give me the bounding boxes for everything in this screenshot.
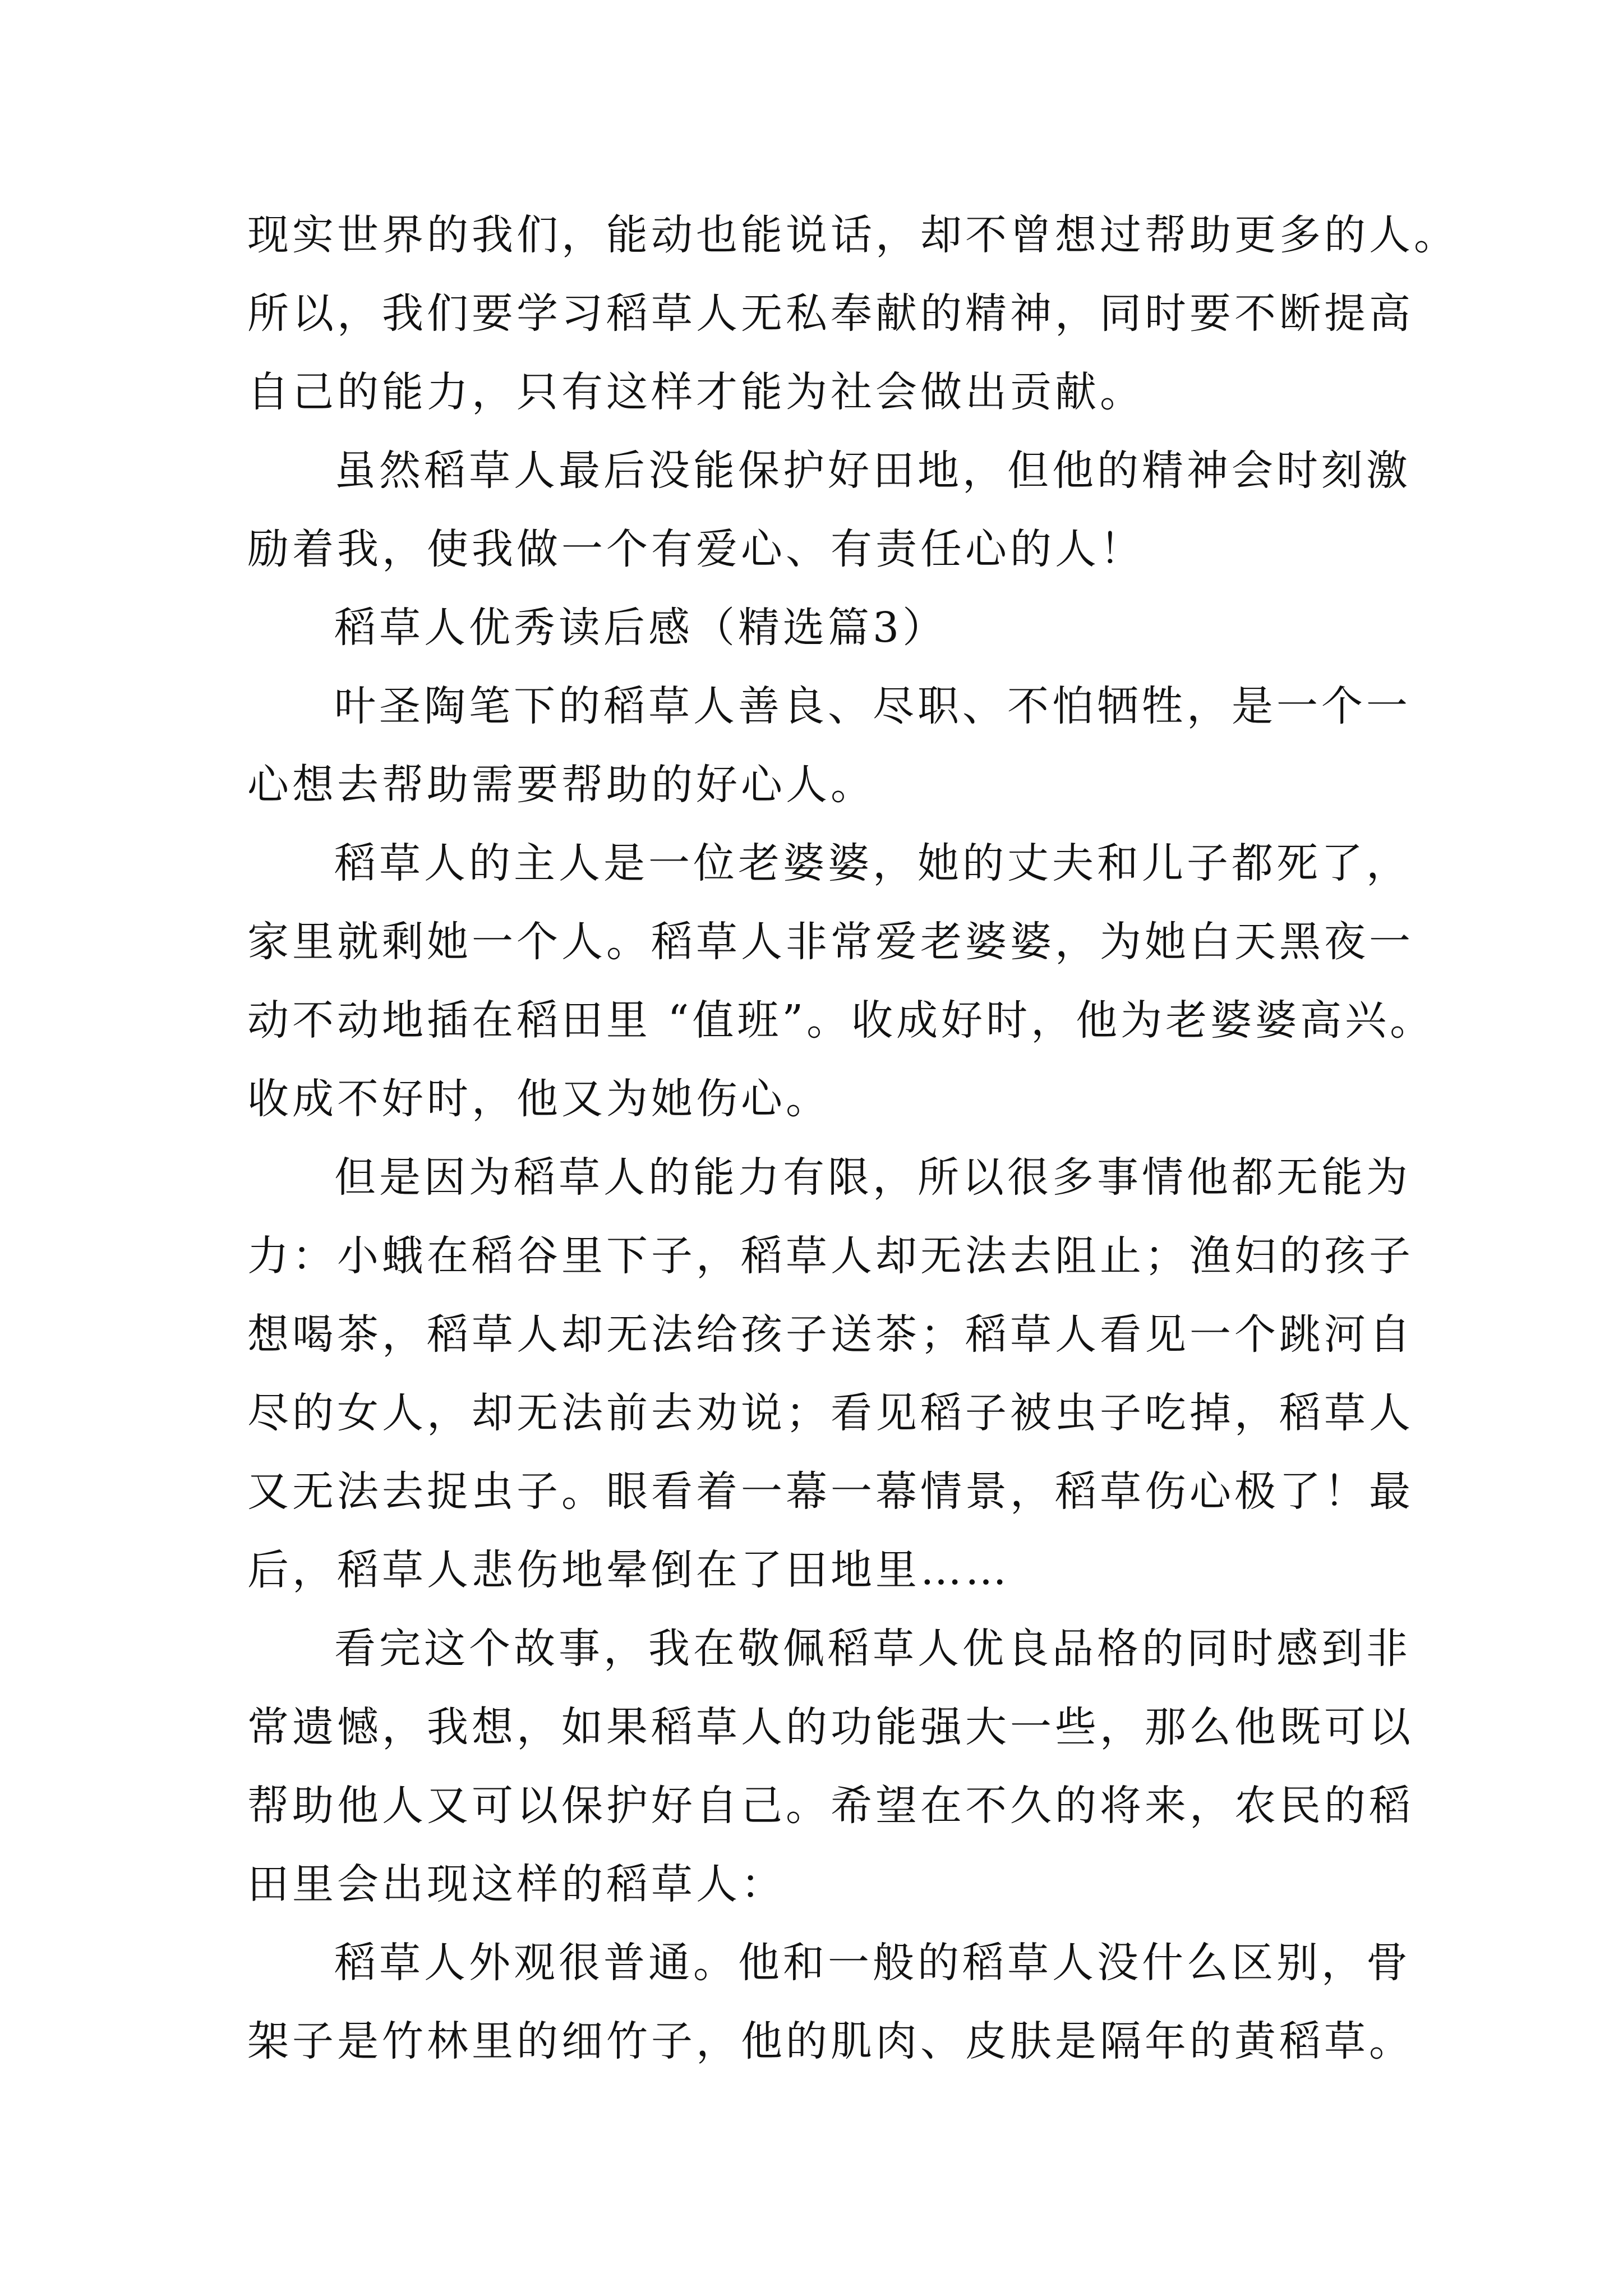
paragraph-first-line: 虽然稻草人最后没能保护好田地，但他的精神会时刻激 [334,447,1411,495]
text-line: 架子是竹林里的细竹子，他的肌肉、皮肤是隔年的黄稻草。 [247,2017,1414,2065]
text-line: 又无法去捉虫子。眼看着一幕一幕情景，稻草伤心极了！最 [247,1467,1414,1516]
paragraph-first-line: 看完这个故事，我在敬佩稻草人优良品格的同时感到非 [334,1625,1411,1673]
text-line: 家里就剩她一个人。稻草人非常爱老婆婆，为她白天黑夜一 [247,918,1414,966]
text-line: 动不动地插在稻田里 “值班”。收成好时，他为老婆婆高兴。 [247,996,1435,1045]
text-line: 常遗憾，我想，如果稻草人的功能强大一些，那么他既可以 [247,1703,1414,1751]
text-line: 想喝茶，稻草人却无法给孩子送茶；稻草人看见一个跳河自 [247,1310,1414,1359]
text-line: 尽的女人，却无法前去劝说；看见稻子被虫子吃掉，稻草人 [247,1389,1414,1437]
text-line: 现实世界的我们，能动也能说话，却不曾想过帮助更多的人。 [247,211,1459,259]
section-heading: 稻草人优秀读后感（精选篇3） [334,604,948,652]
text-line: 力：小蛾在稻谷里下子，稻草人却无法去阻止；渔妇的孩子 [247,1232,1414,1280]
text-line: 收成不好时，他又为她伤心。 [247,1075,831,1123]
text-line: 励着我，使我做一个有爱心、有责任心的人！ [247,525,1145,573]
text-line: 帮助他人又可以保护好自己。希望在不久的将来，农民的稻 [247,1782,1414,1830]
paragraph-first-line: 稻草人外观很普通。他和一般的稻草人没什么区别，骨 [334,1939,1411,1987]
paragraph-first-line: 但是因为稻草人的能力有限，所以很多事情他都无能为 [334,1153,1411,1202]
text-line: 后，稻草人悲伤地晕倒在了田地里…… [247,1546,1010,1594]
text-line: 心想去帮助需要帮助的好心人。 [247,761,875,809]
text-line: 所以，我们要学习稻草人无私奉献的精神，同时要不断提高 [247,289,1414,338]
text-line: 自己的能力，只有这样才能为社会做出贡献。 [247,368,1145,416]
paragraph-first-line: 叶圣陶笔下的稻草人善良、尽职、不怕牺牲，是一个一 [334,682,1411,730]
paragraph-first-line: 稻草人的主人是一位老婆婆，她的丈夫和儿子都死了， [334,839,1411,887]
text-line: 田里会出现这样的稻草人： [247,1860,786,1908]
